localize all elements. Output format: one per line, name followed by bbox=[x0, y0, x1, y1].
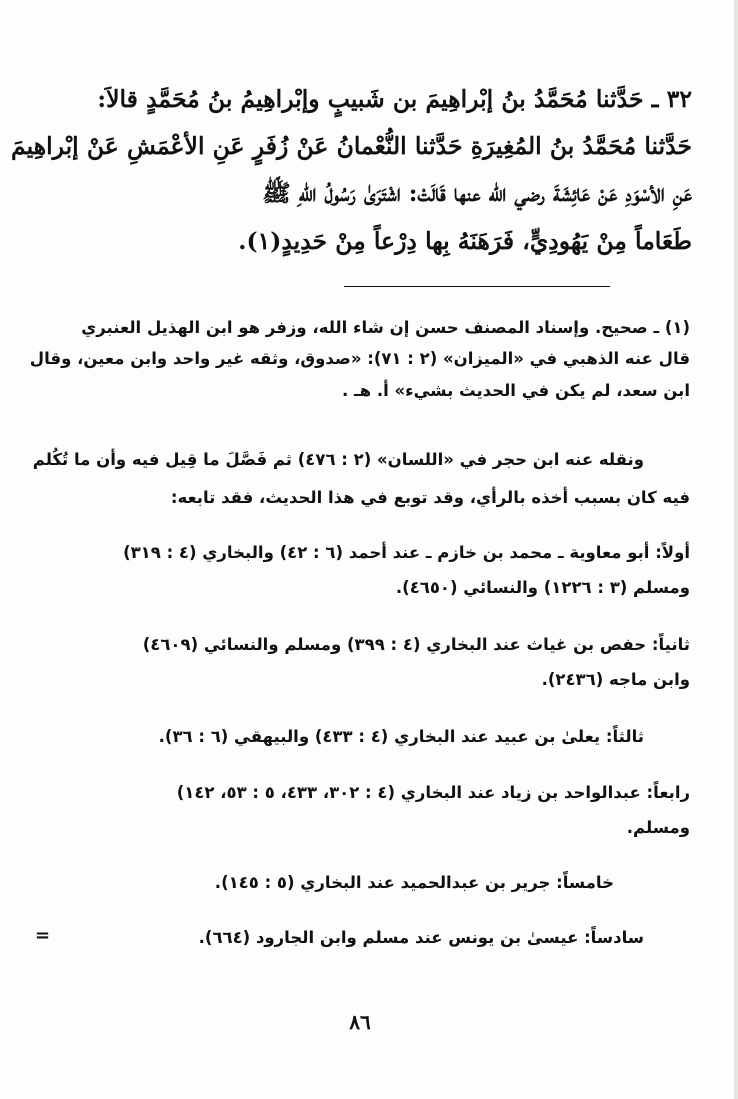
footnote-line-2: قال عنه الذهبي في «الميزان» (٢ : ٧١): «صدوق، وثقه غير واحد وابن معين، وقال bbox=[29, 349, 690, 368]
footnote-line-1: (١) ـ صحيح. وإسناد المصنف حسن إن شاء الله، وزفر هو ابن الهذيل العنبري bbox=[81, 318, 690, 337]
footnote-line-10: ثالثاً: يعلىٰ بن عبيد عند البخاري (٤ : ٤٣٣) والبيهقي (٦ : ٣٦). bbox=[158, 727, 644, 746]
footnote-line-7: ومسلم (٣ : ١٢٢٦) والنسائي (٤٦٥٠). bbox=[395, 578, 690, 597]
hadith-line-2: حَدَّثنا مُحَمَّدُ بنُ المُغِيرَةِ حَدَّثنا النُّعْمانُ عَنْ زُفَرٍ عَنِ الأعْمَشِ عَنْ إبْراهِيمَ bbox=[11, 132, 692, 160]
margin-mark: = bbox=[35, 925, 51, 946]
footnote-line-6: أولاً: أبو معاوية ـ محمد بن خازم ـ عند أحمد (٦ : ٤٢) والبخاري (٤ : ٣١٩) bbox=[123, 543, 690, 562]
footnote-line-14: سادساً: عيسىٰ بن يونس عند مسلم وابن الجارود (٦٦٤). bbox=[198, 928, 644, 947]
footnote-line-11: رابعاً: عبدالواحد بن زياد عند البخاري (٤ : ٣٠٢، ٤٣٣، ٥ : ٥٣، ١٤٢) bbox=[176, 783, 690, 802]
hadith-line-3: عَنِ الأسْوَدِ عَنْ عَائِشَةَ رضي الله عنها قَالَتْ: اشْتَرَىٰ رَسُولُ اللهِ ﷺ bbox=[262, 179, 692, 207]
footnote-line-4: ونقله عنه ابن حجر في «اللسان» (٢ : ٤٧٦) ثم فَصَّلَ ما قِيل فيه وأن ما تُكُلم bbox=[32, 450, 644, 469]
footnote-line-3: ابن سعد، لم يكن في الحديث بشيء» أ. هـ . bbox=[342, 381, 690, 400]
footnote-line-9: وابن ماجه (٢٤٣٦). bbox=[541, 670, 690, 689]
page-edge-shadow bbox=[734, 0, 738, 1099]
footnote-line-8: ثانياً: حفص بن غياث عند البخاري (٤ : ٣٩٩) ومسلم والنسائي (٤٦٠٩) bbox=[142, 635, 690, 654]
footnote-line-5: فيه كان بسبب أخذه بالرأي، وقد توبع في هذا الحديث، فقد تابعه: bbox=[170, 488, 690, 507]
footnote-separator bbox=[344, 286, 610, 287]
footnote-line-13: خامساً: جرير بن عبدالحميد عند البخاري (٥ : ١٤٥). bbox=[214, 873, 614, 892]
page-number: ٨٦ bbox=[349, 1010, 371, 1034]
footnote-line-12: ومسلم. bbox=[626, 818, 690, 837]
hadith-line-1: ٣٢ ـ حَدَّثنا مُحَمَّدُ بنُ إبْراهِيمَ بن شَبيبٍ وإبْراهِيمُ بنُ مُحَمَّدٍ قالاَ: bbox=[97, 85, 692, 113]
hadith-line-4: طَعَاماً مِنْ يَهُودِيٍّ، فَرَهَنَهُ بِها دِرْعاً مِنْ حَدِيدٍ(١). bbox=[238, 227, 692, 255]
